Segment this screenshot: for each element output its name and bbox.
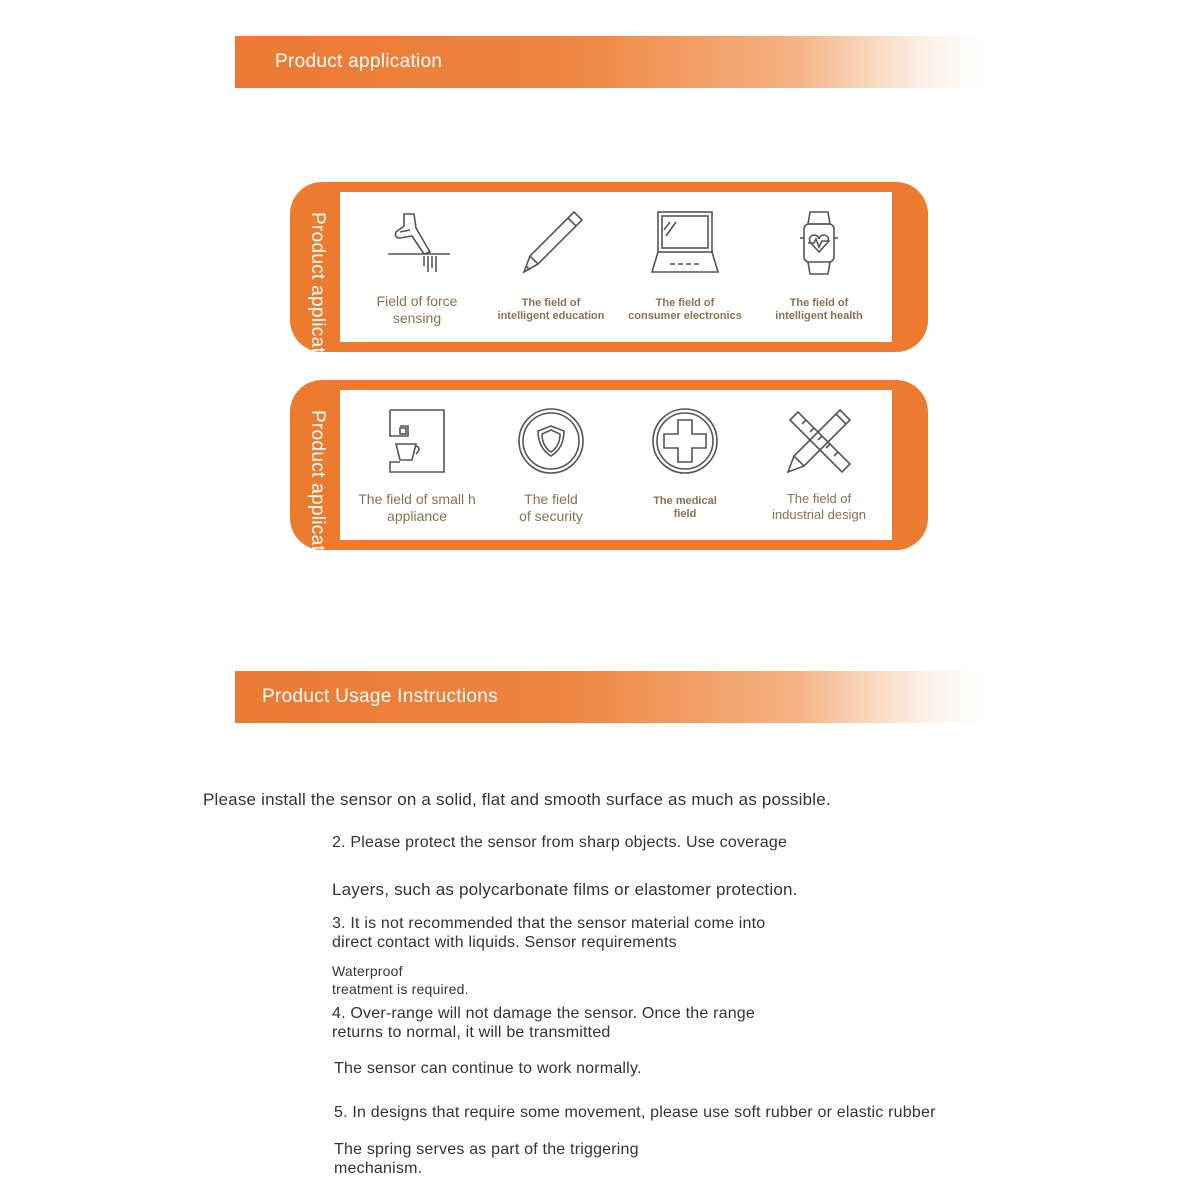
instruction-line: mechanism. <box>334 1160 423 1177</box>
laptop-icon <box>650 208 720 278</box>
application-item-label: Field of force sensing <box>376 293 458 326</box>
application-panel-row-2 <box>290 380 928 550</box>
application-item-label: The field of industrial design <box>772 491 866 522</box>
application-item-label: The medical field <box>653 495 717 521</box>
application-panel-row-2-content <box>340 390 892 540</box>
instruction-line: direct contact with liquids. Sensor requirements <box>332 934 677 951</box>
application-item-label: The field of intelligent health <box>775 297 863 323</box>
instruction-line: 4. Over-range will not damage the sensor. Once the range <box>332 1005 755 1022</box>
instruction-line: 2. Please protect the sensor from sharp objects. Use coverage <box>332 834 788 851</box>
instruction-line: The spring serves as part of the triggering <box>334 1141 639 1158</box>
instruction-line: 3. It is not recommended that the sensor material come into <box>332 915 766 932</box>
product-application-title: Product application <box>275 51 443 72</box>
application-item-consumer-electronics <box>616 192 754 342</box>
product-application-banner <box>235 36 980 88</box>
instruction-line: Waterproof <box>332 963 403 979</box>
medical-cross-icon <box>650 406 720 476</box>
application-panel-row-1 <box>290 182 928 352</box>
application-side-label-2: Product application <box>307 410 328 578</box>
pencil-icon <box>516 208 586 278</box>
application-item-label: The field of intelligent education <box>497 297 605 323</box>
force-sensing-icon <box>382 208 452 278</box>
usage-instructions-title: Product Usage Instructions <box>262 686 498 707</box>
application-item-force-sensing <box>348 192 486 342</box>
application-item-label: The field of consumer electronics <box>628 297 742 323</box>
shield-icon <box>516 406 586 476</box>
instruction-line: treatment is required. <box>332 981 469 997</box>
application-item-medical <box>616 390 754 540</box>
application-item-industrial-design <box>750 390 888 540</box>
application-item-intelligent-health <box>750 192 888 342</box>
usage-instructions-banner <box>235 671 980 723</box>
smartwatch-icon <box>784 208 854 278</box>
application-panel-row-1-content <box>340 192 892 342</box>
coffee-machine-icon <box>382 406 452 476</box>
application-item-label: The field of security <box>519 491 583 524</box>
instruction-line: returns to normal, it will be transmitted <box>332 1024 611 1041</box>
application-side-label-1: Product application <box>307 212 328 380</box>
ruler-pencil-icon <box>784 406 854 476</box>
instruction-line: Please install the sensor on a solid, flat and smooth surface as much as possible. <box>203 790 831 809</box>
instruction-line: The sensor can continue to work normally. <box>334 1060 642 1077</box>
instruction-line: Layers, such as polycarbonate films or elastomer protection. <box>332 880 798 899</box>
application-item-small-appliance <box>348 390 486 540</box>
application-item-security <box>482 390 620 540</box>
application-item-label: The field of small h appliance <box>358 491 476 524</box>
application-item-intelligent-education <box>482 192 620 342</box>
instruction-line: 5. In designs that require some movement, please use soft rubber or elastic rubber <box>334 1104 936 1121</box>
